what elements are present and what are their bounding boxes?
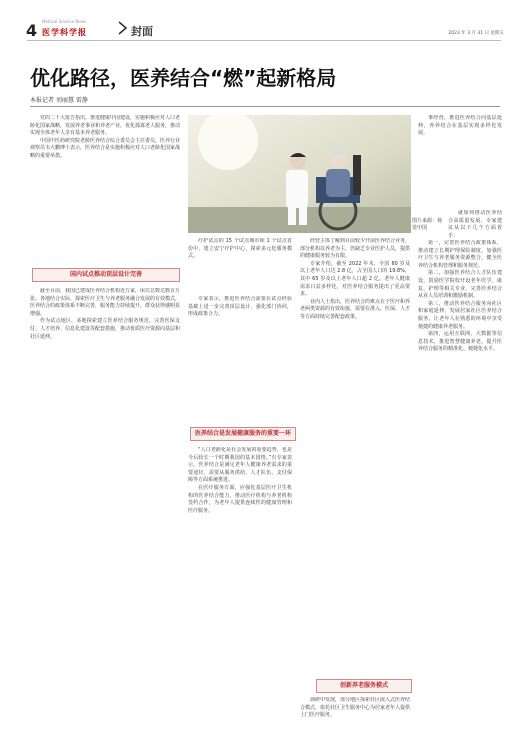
paragraph: 党的二十大报告指出，推进健康中国建设，实施积极应对人口老龄化国家战略，发展养老事业和养老产业，优化孤寡老人服务，推动实现全体老年人享有基本养老服务。 [30,115,180,137]
paragraph: 作为试点地区，多地探索建立医养结合服务规范，完善医保支付、人才培养、信息化建设等配套措施，推动优质医疗资源向基层和社区延伸。 [30,318,180,340]
date-line: 2023 年 3 月 31 日 星期五 [448,31,504,36]
paragraph: 第四，运用互联网、大数据等信息技术，推进智慧健康养老，提升医养结合服务的精准化、便捷化水平。 [418,331,502,353]
paragraph: 业内人士指出，医养结合的难点在于医疗和养老两类资源的有效衔接，需要在准入、医保、人才等方面持续完善配套政策。 [300,298,410,320]
column-4 [418,115,502,207]
paragraph: 调研中发现，部分地区探索社区嵌入式医养结合模式，依托社区卫生服务中心为居家老年人提供上门医疗服务。 [300,697,410,719]
subhead-1: 国内试点推动顶层设计完善 [32,268,180,282]
chevron-right-icon [118,21,128,35]
paragraph: 在医疗服务方面，应强化基层医疗卫生机构的医养结合能力，推动医疗机构与养老机构签约合作，为老年人提供连续性的健康管理和医疗服务。 [188,484,292,514]
photo-caption: 图片来源：视觉中国 [412,218,443,231]
page-header [0,0,524,46]
paragraph: 第二，加强医养结合人才队伍建设，鼓励医学院校开设老年医学、康复、护理等相关专业，完善医养结合从业人员培训和激励机制。 [418,270,502,300]
article-photo [188,115,411,233]
paragraph: 中国中医药研究院老龄医养结合综合委员会主任委员，医养行业观察员韦大鹏博士表示，医养结合是实施积极应对人口老龄化国家战略的重要举措。 [30,137,180,159]
column-1-lower [30,288,180,720]
paragraph: 截至目前，我国已建成医养结合机构近万家，床位总数达数百万张。各地结合实际，探索医疗卫生与养老服务融合发展的有效模式，医养结合的政策体系不断完善，服务能力持续提升，群众获得感明显增强。 [30,288,180,317]
paragraph: “人口老龄化是社会发展的重要趋势，也是今后较长一个时期我国的基本国情。”有专家表示，医养结合是满足老年人健康养老需求的重要途径，需要从服务供给、人才队伍、支付保障等方面系统推进。 [188,447,292,484]
paragraph: 第三，推动医养结合服务向社区和家庭延伸，发展居家社区医养结合服务，让老年人在熟悉的环境中享受便捷的健康养老服务。 [418,300,502,330]
byline: 本报记者 刘丽慧 雷静 [30,97,88,104]
subhead-2: 医养结合是发展健康服务的重要一环 [190,427,296,441]
column-1 [30,115,180,265]
header-divider [27,40,501,41]
title-divider [30,106,500,107]
elderly-care-photo [188,115,411,233]
paragraph: 第一，完善医养结合政策体系，推动建立长期护理保险制度，加强医疗卫生与养老服务资源整合，健全医养结合机构管理和服务规范。 [418,240,502,269]
paragraph: 事经营，推进医养结合向基层延伸，养养结合在基层实现多样化发展。 [418,115,502,137]
column-3 [300,238,410,678]
paragraph: 就如何推动医养结合高质量发展，专家建议从以下几个方面着手： [448,210,502,238]
paragraph: 专家表示，推进医养结合需要在试点经验基础上进一步完善顶层设计，强化部门协同，形成政策合力。 [188,296,292,318]
paper-name: 医学科学报 [42,28,87,37]
page-number: 4 [26,21,38,40]
column-2-lower [188,447,292,720]
page-title: 优化路径，医养结合“燃”起新格局 [30,66,337,90]
column-2 [188,238,292,293]
column-4-b [448,210,502,238]
column-3-lower [300,697,410,722]
column-2-b [188,296,292,406]
column-4-lower [418,240,502,722]
paragraph: 经营主体了解到目前较少开展医养结合业务，部分机构以养老为主，仍缺乏专业医护人员，提供的健康服务较为有限。 [300,238,410,260]
paper-name-en: Medical Science News [42,19,87,24]
paragraph: 专家介绍，截至 2022 年末，全国 60 岁及以上老年人口达 2.8 亿，占全国人口的 19.8%，其中 65 岁及以上老年人口超 2 亿。老年人健康需求日益多样化，对医养结合服务提出了更高要求。 [300,260,410,298]
paragraph: 疗护试点的 15 个试点城市和 1 个试点省份中，建立安宁疗护中心，探索多元化服务模式。 [188,238,292,260]
section-label: 封面 [131,25,153,38]
subhead-3: 创新养老服务模式 [316,679,412,693]
